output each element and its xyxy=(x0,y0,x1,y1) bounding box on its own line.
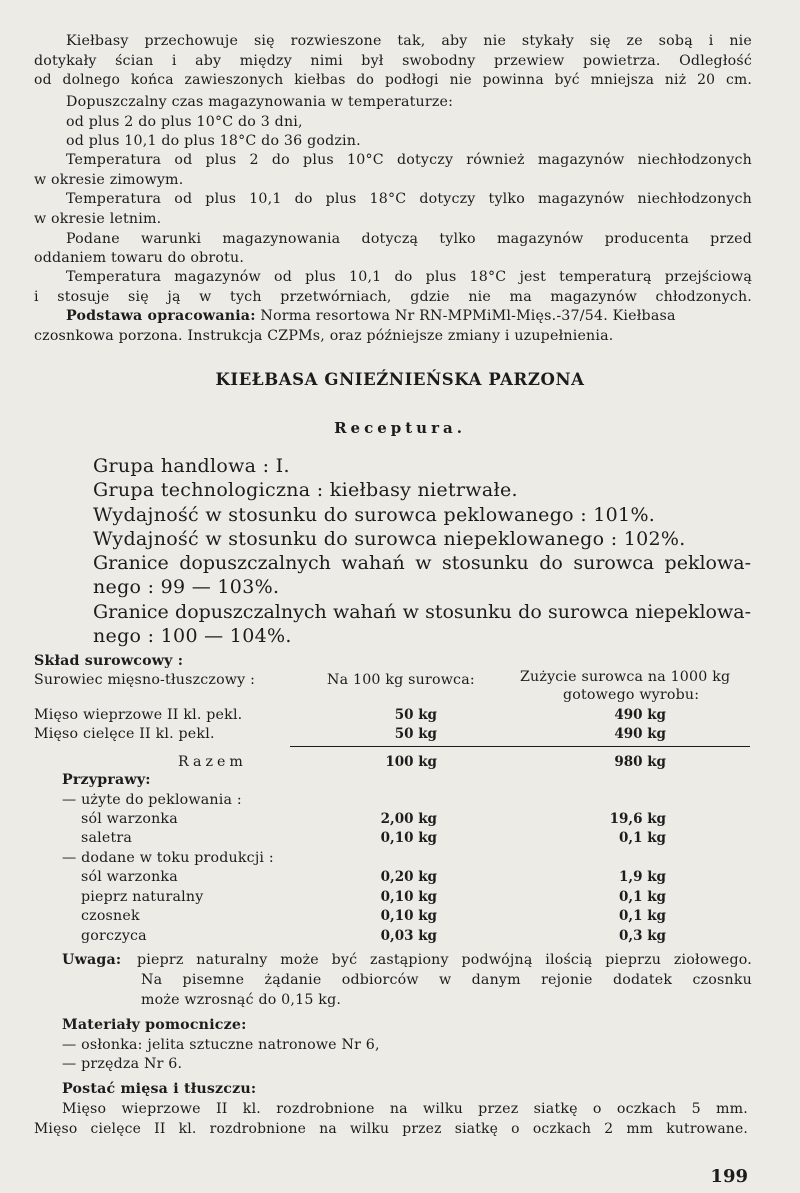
table-cell: 0,1 kg xyxy=(619,908,666,924)
note-text: może wzrosnąć do 0,15 kg. xyxy=(141,992,342,1008)
form-label: Postać mięsa i tłuszczu: xyxy=(62,1081,257,1097)
spec-line: Granice dopuszczalnych wahań w stosunku do surowca peklowa- xyxy=(93,552,751,574)
text-line: Podane warunki magazynowania dotyczą tylko magazynów producenta przed xyxy=(66,231,752,247)
spices-label: Przyprawy: xyxy=(62,772,151,788)
page-number: 199 xyxy=(710,1166,748,1187)
materials-item: — przędza Nr 6. xyxy=(62,1056,183,1072)
table-cell: 100 kg xyxy=(385,754,437,770)
spices-group-label: — dodane w toku produkcji : xyxy=(62,850,274,866)
spec-line: nego : 99 — 103%. xyxy=(93,576,280,598)
table-cell: 19,6 kg xyxy=(609,811,666,827)
note-label: Uwaga: xyxy=(62,952,122,968)
table-header-per1000-cont: gotowego wyrobu: xyxy=(563,687,700,703)
table-cell: 50 kg xyxy=(394,707,437,723)
recipe-subtitle: Receptura. xyxy=(334,419,466,437)
table-cell: 0,1 kg xyxy=(619,889,666,905)
table-cell: 1,9 kg xyxy=(619,869,666,885)
table-cell: 490 kg xyxy=(614,726,666,742)
note-text: Na pisemne żądanie odbiorców w danym rejonie dodatek czosnku xyxy=(141,972,752,988)
table-row-name: sól warzonka xyxy=(81,869,178,885)
table-cell: 0,03 kg xyxy=(380,928,437,944)
materials-item: — osłonka: jelita sztuczne natronowe Nr 6, xyxy=(62,1037,380,1053)
text-line: oddaniem towaru do obrotu. xyxy=(34,250,245,266)
spec-line: Grupa technologiczna : kiełbasy nietrwałe. xyxy=(93,479,518,501)
table-cell: 980 kg xyxy=(614,754,666,770)
table-cell: 0,10 kg xyxy=(380,889,437,905)
table-cell: 50 kg xyxy=(394,726,437,742)
text-line: w okresie zimowym. xyxy=(34,172,184,188)
table-row-name: saletra xyxy=(81,830,133,846)
text-line: od plus 10,1 do plus 18°C do 36 godzin. xyxy=(66,133,361,149)
table-cell: 0,10 kg xyxy=(380,908,437,924)
spec-line: Granice dopuszczalnych wahań w stosunku do surowca niepeklowa- xyxy=(93,601,751,623)
basis-text: Norma resortowa Nr RN-MPMiMl-Mięs.-37/54. Kiełbasa xyxy=(260,308,676,324)
text-line: Kiełbasy przechowuje się rozwieszone tak, aby nie stykały się ze sobą i nie xyxy=(66,33,752,49)
table-row-name: gorczyca xyxy=(81,928,147,944)
table-cell: 2,00 kg xyxy=(380,811,437,827)
basis-label: Podstawa opracowania: xyxy=(66,308,256,324)
table-row-name: Mięso cielęce II kl. pekl. xyxy=(34,726,215,742)
spec-line: Wydajność w stosunku do surowca niepeklowanego : 102%. xyxy=(93,528,686,550)
table-total-label: Razem xyxy=(178,754,247,770)
text-line: czosnkowa porzona. Instrukcja CZPMs, oraz późniejsze zmiany i uzupełnienia. xyxy=(34,328,614,344)
text-line: dotykały ścian i aby między nimi był swobodny przewiew powietrza. Odległość xyxy=(34,53,752,69)
table-total-rule xyxy=(290,746,750,747)
recipe-title: KIEŁBASA GNIEŹNIEŃSKA PARZONA xyxy=(215,370,585,389)
materials-label: Materiały pomocnicze: xyxy=(62,1017,247,1033)
text-line: i stosuje się ją w tych przetwórniach, gdzie nie ma magazynów chłodzonych. xyxy=(34,289,752,305)
table-cell: 0,1 kg xyxy=(619,830,666,846)
table-cell: 0,3 kg xyxy=(619,928,666,944)
table-row-name: sól warzonka xyxy=(81,811,178,827)
table-cell: 0,10 kg xyxy=(380,830,437,846)
text-line: Dopuszczalny czas magazynowania w temperaturze: xyxy=(66,94,454,110)
text-line xyxy=(66,307,676,325)
table-cell: 0,20 kg xyxy=(380,869,437,885)
table-row-name: czosnek xyxy=(81,908,140,924)
table-header-ingredient: Surowiec mięsno-tłuszczowy : xyxy=(34,672,256,688)
spices-group-label: — użyte do peklowania : xyxy=(62,792,242,808)
spec-line: nego : 100 — 104%. xyxy=(93,625,292,647)
text-line: od dolnego końca zawieszonych kiełbas do podłogi nie powinna być mniejsza niż 20 cm. xyxy=(34,72,752,88)
table-header-per1000: Zużycie surowca na 1000 kg xyxy=(520,669,731,685)
form-text: Mięso wieprzowe II kl. rozdrobnione na wilku przez siatkę o oczkach 5 mm. xyxy=(62,1101,748,1117)
spec-line: Grupa handlowa : I. xyxy=(93,455,290,477)
text-line: Temperatura od plus 2 do plus 10°C dotyczy również magazynów niechłodzonych xyxy=(66,152,752,168)
spec-line: Wydajność w stosunku do surowca peklowanego : 101%. xyxy=(93,504,656,526)
text-line: od plus 2 do plus 10°C do 3 dni, xyxy=(66,114,303,130)
text-line: Temperatura od plus 10,1 do plus 18°C dotyczy tylko magazynów niechłodzonych xyxy=(66,191,752,207)
table-cell: 490 kg xyxy=(614,707,666,723)
table-row-name: Mięso wieprzowe II kl. pekl. xyxy=(34,707,243,723)
note-text: pieprz naturalny może być zastąpiony podwójną ilością pieprzu ziołowego. xyxy=(137,952,752,968)
text-line: w okresie letnim. xyxy=(34,211,162,227)
table-header-per100: Na 100 kg surowca: xyxy=(327,672,475,688)
table-row-name: pieprz naturalny xyxy=(81,889,204,905)
table-section-label: Skład surowcowy : xyxy=(34,653,184,669)
form-text: Mięso cielęce II kl. rozdrobnione na wilku przez siatkę o oczkach 2 mm kutrowane. xyxy=(34,1121,748,1137)
text-line: Temperatura magazynów od plus 10,1 do plus 18°C jest temperaturą przejściową xyxy=(66,269,752,285)
